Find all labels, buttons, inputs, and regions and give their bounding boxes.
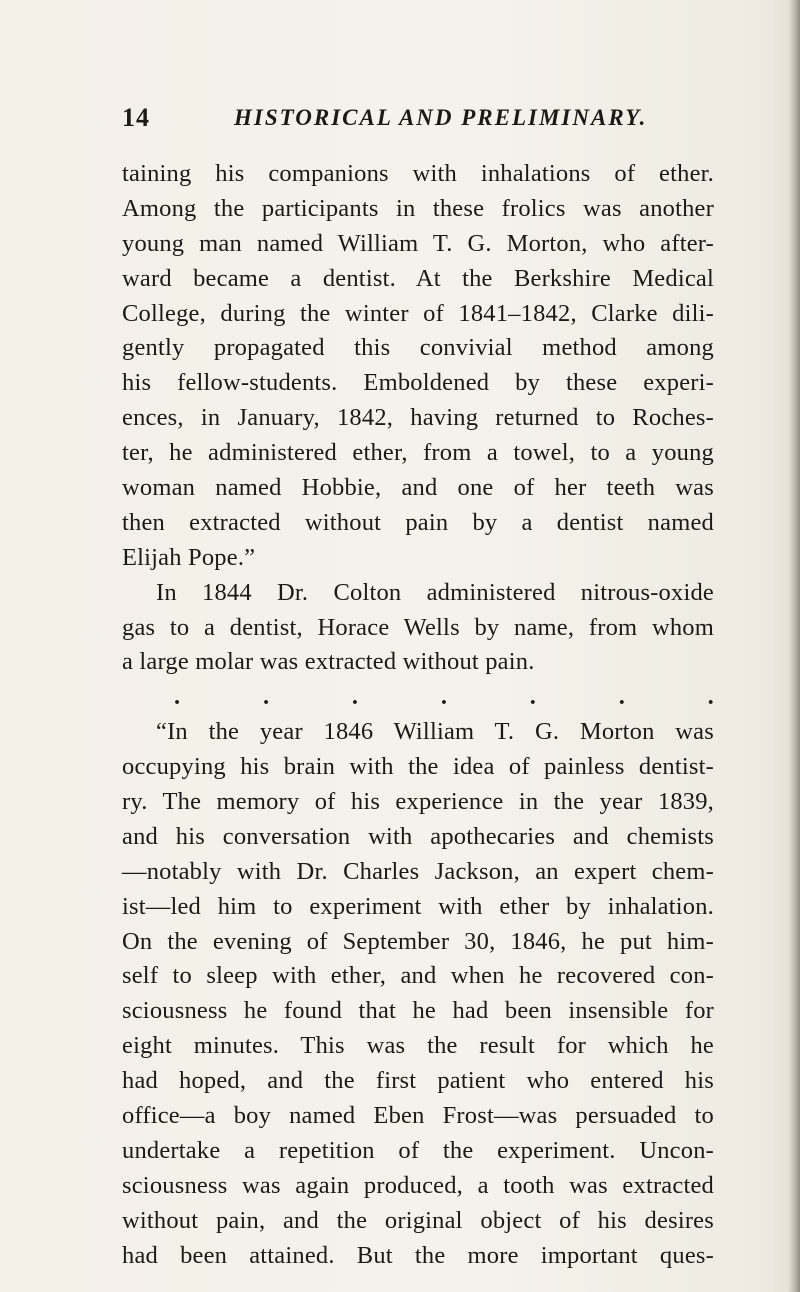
text-line: eight minutes. This was the result for which he: [122, 1032, 714, 1060]
text-line: without pain, and the original object of his desires: [122, 1206, 714, 1234]
page-number: 14: [122, 103, 150, 132]
ellipsis-dot: .: [351, 683, 359, 711]
text-line: then extracted without pain by a dentist named: [122, 508, 714, 536]
text-line: sciousness he found that he had been insensible for: [122, 997, 714, 1025]
text-line: office—a boy named Eben Frost—was persuaded to: [122, 1102, 714, 1130]
text-line: On the evening of September 30, 1846, he put him-: [122, 927, 714, 955]
text-line: woman named Hobbie, and one of her teeth was: [122, 474, 714, 502]
text-line: Among the participants in these frolics was another: [122, 194, 714, 222]
text-line: had been attained. But the more important ques-: [122, 1241, 714, 1269]
text-line: his fellow-students. Emboldened by these experi-: [122, 369, 714, 397]
text-line: ences, in January, 1842, having returned to Roches-: [122, 404, 714, 432]
text-line: ter, he administered ether, from a towel, to a young: [122, 439, 714, 467]
text-line: self to sleep with ether, and when he recovered con-: [122, 962, 714, 990]
text-line: occupying his brain with the idea of painless dentist-: [122, 753, 714, 781]
ellipsis-dot: .: [618, 683, 626, 711]
text-line: young man named William T. G. Morton, who after-: [122, 229, 714, 257]
ellipsis-dot: .: [174, 683, 181, 711]
text-line: and his conversation with apothecaries and chemists: [122, 822, 714, 850]
text-line: ward became a dentist. At the Berkshire Medical: [122, 264, 714, 292]
text-line: ry. The memory of his experience in the year 1839,: [122, 788, 714, 816]
ellipsis-dot: .: [262, 683, 270, 711]
text-line: sciousness was again produced, a tooth was extracted: [122, 1171, 714, 1199]
ellipsis-dot: .: [440, 683, 448, 711]
text-line: “In the year 1846 William T. G. Morton was: [156, 718, 714, 746]
page-edge-shadow: [788, 0, 800, 1292]
text-line: In 1844 Dr. Colton administered nitrous-oxide: [156, 578, 714, 606]
text-line: a large molar was extracted without pain.: [122, 648, 535, 676]
running-head: HISTORICAL AND PRELIMINARY.: [234, 105, 648, 130]
body-text: [122, 157, 714, 1274]
text-line: undertake a repetition of the experiment. Uncon-: [122, 1136, 714, 1164]
text-line: Elijah Pope.”: [122, 543, 256, 571]
text-line: gas to a dentist, Horace Wells by name, from whom: [122, 613, 714, 641]
ellipsis-dot: .: [529, 683, 537, 711]
ellipsis-dot: .: [707, 683, 714, 711]
text-line: taining his companions with inhalations of ether.: [122, 160, 714, 187]
text-line: gently propagated this convivial method among: [122, 334, 714, 362]
text-line: —notably with Dr. Charles Jackson, an expert chem-: [122, 857, 714, 885]
text-line: College, during the winter of 1841–1842, Clarke dili-: [122, 299, 714, 327]
page-header: [122, 103, 722, 143]
text-line: had hoped, and the first patient who entered his: [122, 1067, 714, 1095]
ellipsis-row: [122, 680, 714, 715]
text-line: ist—led him to experiment with ether by inhalation.: [122, 892, 714, 920]
